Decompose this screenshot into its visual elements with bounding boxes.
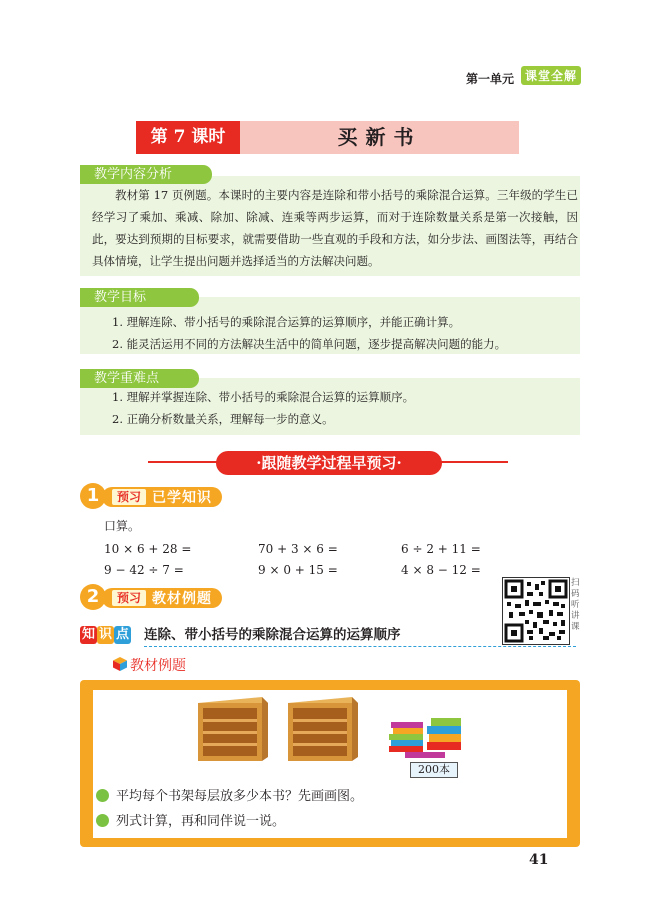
step-title: 教材例题 bbox=[152, 591, 213, 607]
bookshelf-image bbox=[282, 695, 360, 765]
cube-icon bbox=[112, 656, 128, 672]
bullet-icon bbox=[96, 814, 109, 827]
step-tag: 预习 bbox=[112, 489, 146, 505]
key-points-heading: 教学重难点 bbox=[80, 369, 199, 388]
calc-expression: 70 + 3 × 6 = bbox=[258, 542, 338, 556]
example-question: 列式计算，再和同伴说一说。 bbox=[116, 814, 286, 829]
goal-item: 1. 理解连除、带小括号的乘除混合运算的运算顺序，并能正确计算。 bbox=[112, 315, 461, 329]
books-count-label: 200本 bbox=[410, 762, 458, 778]
step-title: 已学知识 bbox=[152, 490, 213, 506]
kp-char: 知 bbox=[82, 627, 96, 642]
content-analysis-text: 教材第 17 页例题。本课时的主要内容是连除和带小括号的乘除混合运算。三年级的学生已经学习了乘加、乘减、除加、除减、连乘等两步运算，而对于连除数量关系是第一次接触，因此，要达到预期的目标要求，就需要借助一些直观的手段和方法，如分步法、画图法等，再结合具体情境，让学生提出问题并选择适当的方法解决问题。 bbox=[92, 188, 578, 268]
calc-expression: 6 ÷ 2 + 11 = bbox=[401, 542, 481, 556]
step-tag: 预习 bbox=[112, 590, 146, 606]
follow-banner: ·跟随教学过程早预习· bbox=[216, 451, 442, 475]
step-pill bbox=[102, 588, 222, 608]
calc-label: 口算。 bbox=[104, 519, 141, 533]
example-question: 平均每个书架每层放多少本书？先画画图。 bbox=[116, 789, 364, 804]
bookshelf-image bbox=[192, 695, 270, 765]
calc-expression: 10 × 6 + 28 = bbox=[104, 542, 192, 556]
bullet-icon bbox=[96, 789, 109, 802]
book-stack-image bbox=[385, 712, 465, 760]
qr-caption: 扫码听讲课 bbox=[571, 578, 580, 632]
step-number: 1 bbox=[80, 483, 106, 509]
step-1-header bbox=[80, 485, 240, 509]
kp-char: 识 bbox=[99, 627, 113, 642]
calc-expression: 9 − 42 ÷ 7 = bbox=[104, 563, 184, 577]
kp-char: 点 bbox=[116, 627, 130, 642]
knowledge-point-text: 连除、带小括号的乘除混合运算的运算顺序 bbox=[144, 627, 401, 643]
page-number: 41 bbox=[529, 852, 549, 868]
content-analysis-heading: 教学内容分析 bbox=[80, 165, 212, 184]
knowledge-point-icon bbox=[80, 626, 131, 644]
key-point-item: 1. 理解并掌握连除、带小括号的乘除混合运算的运算顺序。 bbox=[112, 390, 415, 404]
calc-expression: 4 × 8 − 12 = bbox=[401, 563, 481, 577]
knowledge-point-underline bbox=[144, 646, 576, 647]
lesson-number: 第 7 课时 bbox=[136, 121, 240, 154]
section-badge: 课堂全解 bbox=[521, 66, 581, 85]
step-number: 2 bbox=[80, 584, 106, 610]
step-2-header bbox=[80, 586, 240, 610]
goal-item: 2. 能灵活运用不同的方法解决生活中的简单问题，逐步提高解决问题的能力。 bbox=[112, 337, 507, 351]
unit-label: 第一单元 bbox=[466, 72, 515, 86]
example-label: 教材例题 bbox=[130, 658, 186, 674]
qr-code-icon bbox=[503, 578, 569, 644]
step-pill bbox=[102, 487, 222, 507]
calc-expression: 9 × 0 + 15 = bbox=[258, 563, 338, 577]
lesson-title: 买新书 bbox=[337, 125, 422, 149]
qr-code[interactable] bbox=[502, 577, 570, 645]
goals-heading: 教学目标 bbox=[80, 288, 199, 307]
key-point-item: 2. 正确分析数量关系，理解每一步的意义。 bbox=[112, 412, 334, 426]
